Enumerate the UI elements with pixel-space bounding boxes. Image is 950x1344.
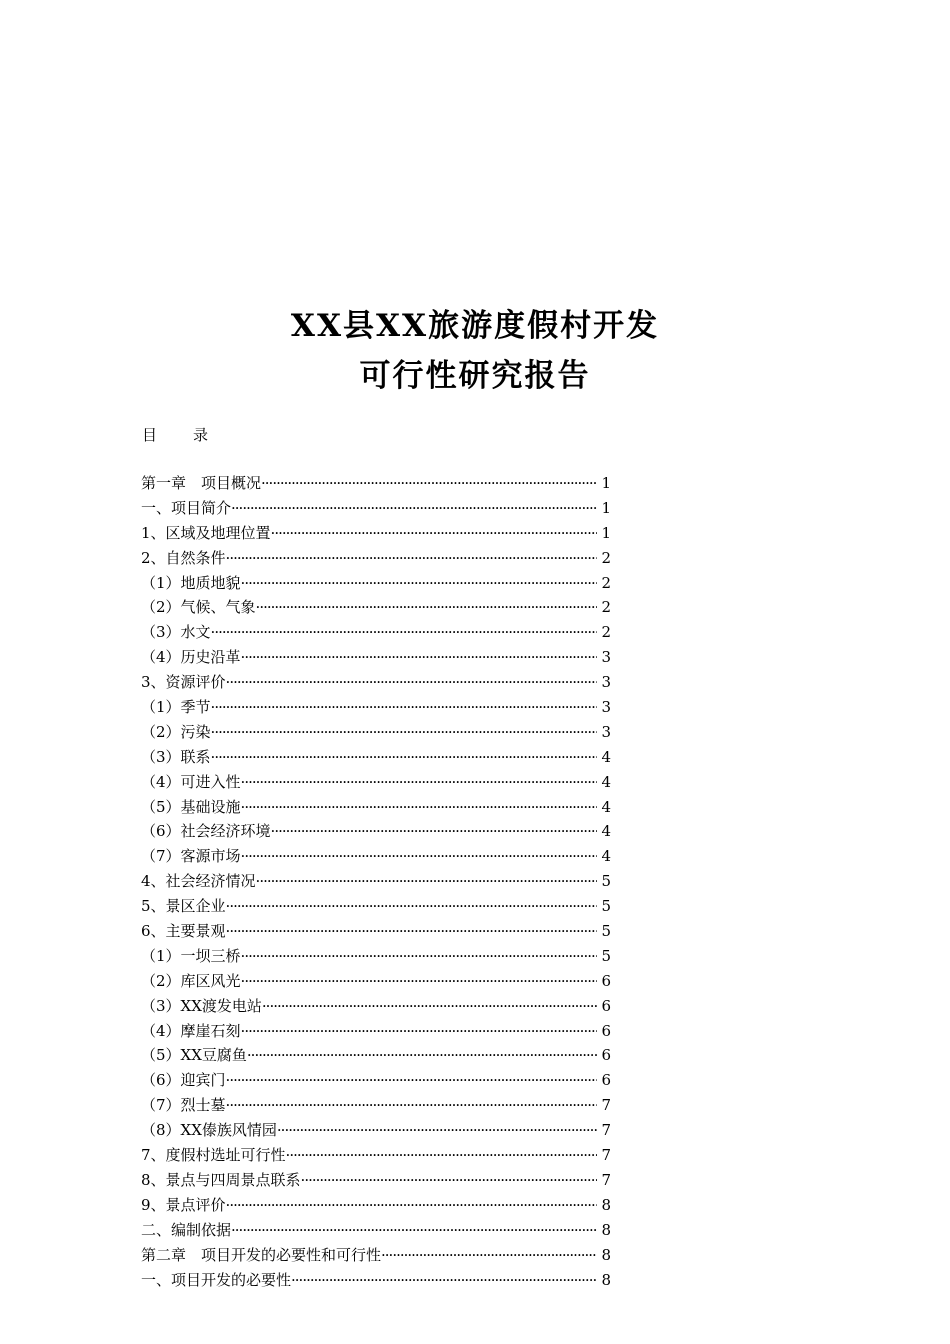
toc-leader-dots: [226, 670, 598, 695]
toc-entry-label: （7）烈士墓: [141, 1096, 226, 1115]
toc-leader-dots: [247, 1043, 598, 1068]
toc-entry[interactable]: [141, 1019, 611, 1044]
toc-entry[interactable]: [141, 1093, 611, 1118]
toc-entry-page-number: 8: [601, 1245, 611, 1264]
toc-entry-page-number: 7: [601, 1170, 611, 1189]
toc-entry-label: 1、区域及地理位置: [141, 523, 271, 542]
toc-leader-dots: [231, 1218, 597, 1243]
toc-entry[interactable]: [141, 869, 611, 894]
toc-entry-page-number: 3: [601, 722, 611, 741]
toc-entry-label: （6）迎宾门: [141, 1071, 226, 1090]
toc-leader-dots: [286, 1143, 598, 1168]
toc-entry-page-number: 5: [601, 922, 611, 941]
toc-entry-label: 3、资源评价: [141, 673, 226, 692]
toc-entry-page-number: 2: [601, 623, 611, 642]
toc-entry-page-number: 5: [601, 946, 611, 965]
toc-entry-label: （1）一坝三桥: [141, 946, 241, 965]
toc-entry[interactable]: [141, 944, 611, 969]
toc-entry-page-number: 5: [601, 872, 611, 891]
toc-entry[interactable]: [141, 1193, 611, 1218]
toc-leader-dots: [211, 695, 598, 720]
toc-leader-dots: [256, 869, 598, 894]
toc-entry-page-number: 4: [601, 772, 611, 791]
toc-heading-char-1: 目: [142, 426, 158, 444]
toc-entry-page-number: 1: [601, 474, 611, 492]
toc-entry-label: （2）库区风光: [141, 971, 241, 990]
toc-entry-page-number: 4: [601, 797, 611, 816]
table-of-contents: [141, 471, 611, 1292]
toc-entry-page-number: 1: [601, 498, 611, 517]
toc-entry-label: （2）污染: [141, 722, 211, 741]
toc-entry[interactable]: [141, 620, 611, 645]
toc-entry-page-number: 5: [601, 897, 611, 916]
toc-leader-dots: [256, 595, 598, 620]
toc-leader-dots: [241, 571, 598, 596]
toc-leader-dots: [241, 1019, 598, 1044]
toc-entry-label: 一、项目开发的必要性: [141, 1270, 292, 1289]
toc-entry[interactable]: [141, 994, 611, 1019]
toc-entry[interactable]: [141, 1143, 611, 1168]
toc-entry[interactable]: [141, 720, 611, 745]
toc-leader-dots: [241, 645, 598, 670]
toc-entry-page-number: 2: [601, 598, 611, 617]
toc-entry-page-number: 6: [601, 1071, 611, 1090]
toc-leader-dots: [231, 496, 597, 521]
toc-entry[interactable]: [141, 919, 611, 944]
toc-leader-dots: [262, 994, 598, 1019]
toc-leader-dots: [271, 819, 598, 844]
document-title-line-2: 可行性研究报告: [359, 358, 591, 394]
toc-leader-dots: [241, 795, 598, 820]
toc-entry-page-number: 6: [601, 971, 611, 990]
toc-entry-page-number: 7: [601, 1096, 611, 1115]
toc-entry-page-number: 8: [601, 1270, 611, 1289]
toc-entry[interactable]: [141, 496, 611, 521]
toc-entry[interactable]: [141, 670, 611, 695]
toc-leader-dots: [241, 944, 598, 969]
toc-entry-label: 8、景点与四周景点联系: [141, 1170, 301, 1189]
toc-entry-label: 7、度假村选址可行性: [141, 1146, 286, 1165]
toc-entry-label: （1）季节: [141, 698, 211, 717]
toc-leader-dots: [291, 1268, 597, 1293]
toc-entry[interactable]: [141, 1243, 611, 1268]
toc-leader-dots: [226, 1193, 598, 1218]
toc-leader-dots: [261, 471, 597, 496]
toc-leader-dots: [381, 1243, 597, 1268]
toc-entry-label: （4）摩崖石刻: [141, 1021, 241, 1040]
toc-entry[interactable]: [141, 1068, 611, 1093]
toc-entry-label: （8）XX傣族风情园: [141, 1121, 277, 1140]
toc-leader-dots: [271, 521, 598, 546]
toc-leader-dots: [226, 1068, 598, 1093]
toc-entry-page-number: 8: [601, 1220, 611, 1239]
toc-entry[interactable]: [141, 645, 611, 670]
toc-entry[interactable]: [141, 571, 611, 596]
toc-entry-label: 2、自然条件: [141, 548, 226, 567]
toc-entry-label: 一、项目简介: [141, 498, 232, 517]
toc-leader-dots: [241, 844, 598, 869]
toc-entry-label: 第一章 项目概况: [141, 474, 262, 492]
toc-entry[interactable]: [141, 745, 611, 770]
toc-entry-label: （4）历史沿革: [141, 648, 241, 667]
toc-entry-page-number: 6: [601, 1046, 611, 1065]
toc-entry-label: （5）基础设施: [141, 797, 241, 816]
toc-heading-char-2: 录: [193, 426, 209, 444]
toc-entry[interactable]: [141, 471, 611, 496]
toc-entry-page-number: 2: [601, 548, 611, 567]
toc-entry-label: （3）水文: [141, 623, 211, 642]
toc-entry[interactable]: [141, 770, 611, 795]
toc-heading: [142, 424, 208, 445]
toc-entry-label: （4）可进入性: [141, 772, 241, 791]
toc-entry[interactable]: [141, 894, 611, 919]
toc-leader-dots: [226, 894, 598, 919]
toc-entry-label: （3）XX渡发电站: [141, 996, 262, 1015]
toc-entry-page-number: 4: [601, 747, 611, 766]
toc-leader-dots: [211, 745, 598, 770]
toc-entry[interactable]: [141, 546, 611, 571]
toc-entry-page-number: 4: [601, 847, 611, 866]
toc-entry-page-number: 8: [601, 1195, 611, 1214]
toc-entry-label: 二、编制依据: [141, 1220, 232, 1239]
toc-leader-dots: [277, 1118, 598, 1143]
toc-leader-dots: [241, 770, 598, 795]
toc-leader-dots: [226, 546, 598, 571]
toc-entry-label: 4、社会经济情况: [141, 872, 256, 891]
toc-entry-label: （3）联系: [141, 747, 211, 766]
toc-entry-page-number: 3: [601, 698, 611, 717]
toc-entry-page-number: 3: [601, 673, 611, 692]
toc-entry-page-number: 2: [601, 573, 611, 592]
toc-entry-page-number: 7: [601, 1146, 611, 1165]
toc-entry-page-number: 1: [601, 523, 611, 542]
toc-entry-page-number: 6: [601, 996, 611, 1015]
toc-leader-dots: [226, 1093, 598, 1118]
toc-entry[interactable]: [141, 1168, 611, 1193]
toc-entry-label: （5）XX豆腐鱼: [141, 1046, 247, 1065]
toc-entry[interactable]: [141, 969, 611, 994]
toc-entry[interactable]: [141, 1268, 611, 1293]
toc-entry-label: （1）地质地貌: [141, 573, 241, 592]
toc-entry-label: 6、主要景观: [141, 922, 226, 941]
toc-leader-dots: [226, 919, 598, 944]
toc-entry-label: 第二章 项目开发的必要性和可行性: [141, 1245, 382, 1264]
toc-entry-page-number: 3: [601, 648, 611, 667]
toc-entry-page-number: 4: [601, 822, 611, 841]
toc-entry[interactable]: [141, 795, 611, 820]
toc-entry-page-number: 7: [601, 1121, 611, 1140]
document-title-line-1: XX县XX旅游度假村开发: [290, 308, 660, 344]
toc-leader-dots: [211, 720, 598, 745]
toc-entry[interactable]: [141, 844, 611, 869]
toc-entry-label: 9、景点评价: [141, 1195, 226, 1214]
toc-entry[interactable]: [141, 819, 611, 844]
toc-leader-dots: [301, 1168, 598, 1193]
toc-entry[interactable]: [141, 1118, 611, 1143]
toc-entry-label: （2）气候、气象: [141, 598, 256, 617]
toc-entry-label: 5、景区企业: [141, 897, 226, 916]
toc-entry[interactable]: [141, 1043, 611, 1068]
toc-entry[interactable]: [141, 1218, 611, 1243]
toc-leader-dots: [211, 620, 598, 645]
toc-entry-page-number: 6: [601, 1021, 611, 1040]
toc-entry[interactable]: [141, 521, 611, 546]
toc-leader-dots: [241, 969, 598, 994]
toc-entry[interactable]: [141, 695, 611, 720]
toc-entry-label: （7）客源市场: [141, 847, 241, 866]
toc-entry-label: （6）社会经济环境: [141, 822, 271, 841]
toc-entry[interactable]: [141, 595, 611, 620]
